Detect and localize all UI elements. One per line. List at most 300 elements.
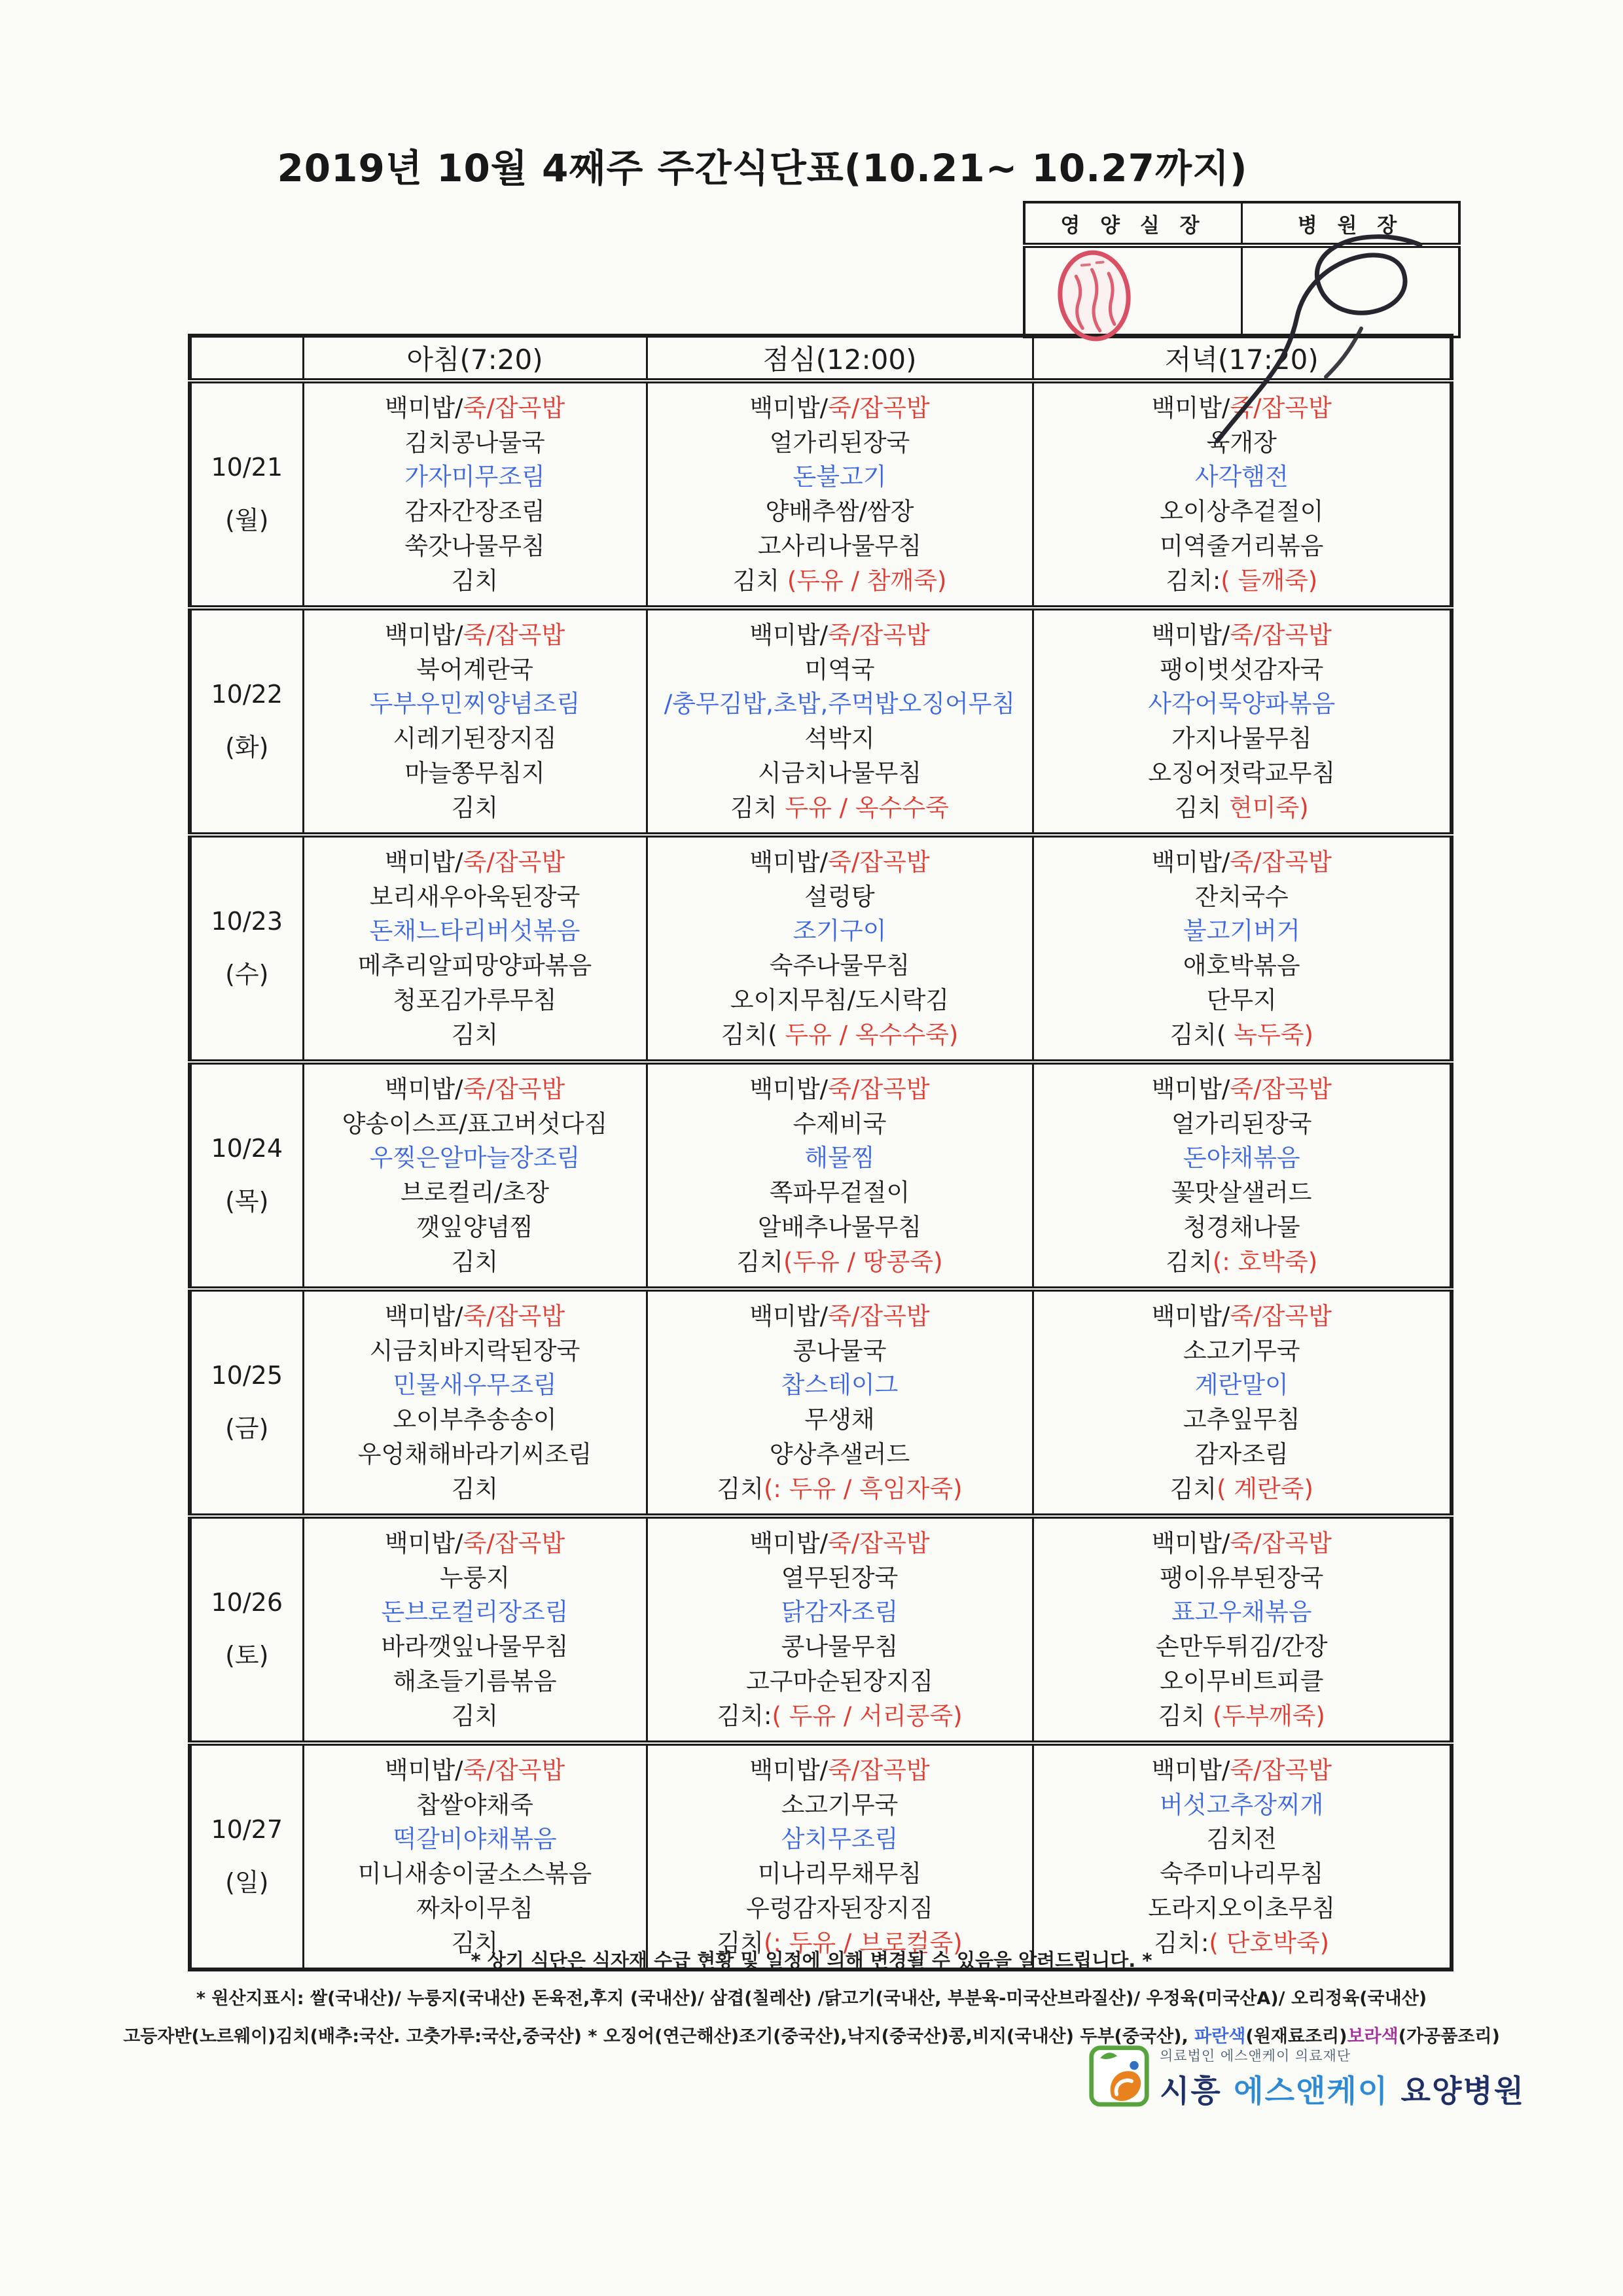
menu-text-segment: 죽/잡곡밥 xyxy=(1230,1756,1332,1784)
menu-text-segment: 죽/잡곡밥 xyxy=(463,1756,565,1784)
menu-line xyxy=(304,395,646,421)
menu-text-segment: 수제비국 xyxy=(793,1109,887,1138)
menu-line xyxy=(304,760,646,786)
menu-text-segment: 알배추나물무침 xyxy=(757,1212,922,1241)
menu-text-segment: 김치 xyxy=(451,793,499,822)
menu-text-segment: 두부우민찌양념조림 xyxy=(369,690,580,718)
day-label xyxy=(192,453,302,536)
menu-text-segment: 죽/잡곡밥 xyxy=(463,1075,565,1103)
menu-line xyxy=(1034,1214,1450,1241)
menu-line xyxy=(304,656,646,683)
menu-text-segment: (두부깨죽) xyxy=(1212,1701,1325,1730)
menu-text-segment: (: 두유 / 브로컬죽) xyxy=(763,1928,963,1957)
day-cell xyxy=(190,835,303,1062)
menu-line xyxy=(1034,883,1450,910)
menu-line xyxy=(648,1530,1032,1557)
menu-line xyxy=(1034,498,1450,525)
meal-menu xyxy=(304,1747,646,1966)
meal-menu xyxy=(1034,1293,1450,1512)
breakfast-cell xyxy=(303,835,647,1062)
menu-text-segment: 가자미무조림 xyxy=(404,463,545,491)
menu-line xyxy=(648,429,1032,456)
meal-menu xyxy=(648,385,1032,604)
menu-text-segment: 백미밥/ xyxy=(749,1075,829,1103)
menu-line xyxy=(304,1441,646,1468)
menu-text-segment: 죽/잡곡밥 xyxy=(1230,394,1332,422)
hospital-name-type: 요양병원 xyxy=(1400,2074,1525,2110)
menu-line xyxy=(1034,429,1450,456)
menu-line xyxy=(304,1406,646,1433)
menu-line xyxy=(648,1371,1032,1398)
menu-text-segment: 백미밥/ xyxy=(384,394,463,422)
menu-text-segment: 백미밥/ xyxy=(1151,394,1230,422)
menu-line xyxy=(304,1860,646,1887)
menu-table-body xyxy=(190,381,1452,1969)
day-label xyxy=(192,1134,302,1217)
day-date: 10/24 xyxy=(211,1134,283,1163)
menu-line xyxy=(304,1564,646,1591)
menu-text-segment: 단무지 xyxy=(1206,985,1277,1014)
lunch-cell xyxy=(647,381,1033,608)
menu-line xyxy=(648,1179,1032,1206)
menu-text-segment: 고등자반(노르웨이)김치(배추:국산. 고춧가루:국산,중국산) * 오징어(연근해산)조기(중국산),낙지(중국산)콩,비지(국내산) 두부(중국산), xyxy=(123,2026,1195,2047)
menu-line xyxy=(648,725,1032,752)
menu-text-segment: 죽/잡곡밥 xyxy=(1230,1075,1332,1103)
menu-text-segment: 팽이벗섯감자국 xyxy=(1160,655,1324,684)
hospital-name xyxy=(1160,2067,1525,2111)
menu-text-segment: /충무김밥,초밥,주먹밥오징어무침 xyxy=(664,690,1016,718)
meal-menu xyxy=(304,612,646,831)
menu-text-segment: 김치: xyxy=(1166,566,1221,595)
lunch-cell xyxy=(647,1289,1033,1516)
menu-text-segment: 버섯고추장찌개 xyxy=(1160,1790,1324,1819)
menu-line xyxy=(304,1371,646,1398)
menu-line xyxy=(1034,533,1450,559)
day-label xyxy=(192,907,302,990)
table-row xyxy=(190,835,1452,1062)
menu-line xyxy=(648,1895,1032,1922)
day-date: 10/22 xyxy=(211,680,283,709)
menu-text-segment: 콩나물무침 xyxy=(781,1633,899,1661)
menu-line xyxy=(1034,1076,1450,1103)
menu-line xyxy=(304,622,646,648)
menu-text-segment: 죽/잡곡밥 xyxy=(1230,1529,1332,1557)
menu-line xyxy=(304,1110,646,1137)
dinner-cell xyxy=(1033,1743,1452,1969)
menu-text-segment: 미니새송이굴소스볶음 xyxy=(357,1860,592,1888)
meal-menu xyxy=(304,1066,646,1285)
hospital-logo-icon xyxy=(1088,2043,1150,2108)
menu-text-segment: 오이지무침/도시락김 xyxy=(730,985,950,1014)
menu-text-segment: 청경채나물 xyxy=(1183,1212,1300,1241)
menu-text-segment: 돈채느타리버섯볶음 xyxy=(369,917,580,945)
menu-line xyxy=(1034,656,1450,683)
day-of-week: (일) xyxy=(225,1868,269,1897)
breakfast-cell xyxy=(303,1062,647,1289)
menu-line xyxy=(648,622,1032,648)
col-header-dinner: 저녁(17:20) xyxy=(1033,336,1452,381)
footnote-origin-labeling xyxy=(0,1984,1623,2009)
menu-line xyxy=(1034,1144,1450,1171)
menu-line xyxy=(1034,1530,1450,1557)
menu-text-segment: 팽이유부된장국 xyxy=(1160,1563,1324,1592)
menu-text-segment: 감자간장조림 xyxy=(404,497,545,526)
menu-text-segment: 무생채 xyxy=(804,1405,875,1434)
menu-text-segment: 오이부추송송이 xyxy=(393,1405,557,1434)
menu-line xyxy=(304,849,646,875)
table-row xyxy=(190,608,1452,835)
menu-line xyxy=(1034,1303,1450,1330)
menu-text-segment: 해초들기름볶음 xyxy=(393,1667,557,1695)
meal-menu xyxy=(304,1293,646,1512)
menu-text-segment: 두유 / 옥수수죽 xyxy=(785,793,949,822)
menu-text-segment: 열무된장국 xyxy=(781,1563,899,1592)
menu-text-segment: 죽/잡곡밥 xyxy=(1230,848,1332,876)
menu-text-segment: 미나리무채무침 xyxy=(757,1860,922,1888)
menu-line xyxy=(648,1214,1032,1241)
menu-text-segment: 바라깻잎나물무침 xyxy=(381,1633,569,1661)
menu-text-segment: 육개장 xyxy=(1206,428,1277,457)
menu-text-segment: 쑥갓나물무침 xyxy=(404,531,545,560)
menu-text-segment: 메추리알피망양파볶음 xyxy=(357,951,592,980)
breakfast-cell xyxy=(303,1743,647,1969)
menu-line xyxy=(1034,849,1450,875)
day-cell xyxy=(190,1289,303,1516)
menu-text-segment: 돈브로컬리장조림 xyxy=(381,1598,569,1627)
menu-text-segment: 양상추샐러드 xyxy=(769,1439,910,1468)
meal-menu xyxy=(1034,1520,1450,1739)
menu-text-segment: 두유 / 옥수수죽) xyxy=(777,1020,959,1049)
day-label xyxy=(192,1815,302,1898)
menu-text-segment: 브로컬리/초장 xyxy=(401,1178,549,1207)
menu-text-segment: 죽/잡곡밥 xyxy=(1230,1302,1332,1330)
menu-line xyxy=(304,1248,646,1275)
menu-text-segment: 민물새우무조림 xyxy=(393,1371,557,1400)
meal-menu xyxy=(1034,385,1450,604)
day-of-week: (월) xyxy=(225,506,269,535)
menu-text-segment: 미역줄거리볶음 xyxy=(1160,531,1324,560)
menu-text-segment: 김치 xyxy=(732,566,787,595)
meal-menu xyxy=(648,1747,1032,1966)
menu-line xyxy=(1034,1564,1450,1591)
meal-menu xyxy=(304,385,646,604)
approval-signature-cell xyxy=(1242,245,1460,337)
day-of-week: (목) xyxy=(225,1187,269,1216)
menu-text-segment: 김치 xyxy=(1158,1701,1213,1730)
menu-text-segment: 소고기무국 xyxy=(781,1790,899,1819)
lunch-cell xyxy=(647,608,1033,835)
menu-text-segment: 소고기무국 xyxy=(1183,1336,1300,1365)
menu-line xyxy=(304,883,646,910)
meal-menu xyxy=(1034,1066,1450,1285)
menu-text-segment: 김치 xyxy=(730,793,785,822)
meal-menu xyxy=(1034,612,1450,831)
menu-text-segment: 김치: xyxy=(1154,1928,1209,1957)
menu-text-segment: 현미죽) xyxy=(1229,793,1309,822)
menu-text-segment: 사각어묵양파볶음 xyxy=(1148,690,1336,718)
menu-text-segment: (두유 / 참깨죽) xyxy=(787,566,947,595)
menu-line xyxy=(648,1337,1032,1364)
menu-text-segment: 백미밥/ xyxy=(384,621,463,649)
menu-text-segment: 우찢은알마늘장조림 xyxy=(369,1144,580,1173)
table-row xyxy=(190,381,1452,608)
menu-line xyxy=(1034,567,1450,594)
dinner-cell xyxy=(1033,1289,1452,1516)
menu-line xyxy=(648,567,1032,594)
menu-text-segment: ( 단호박죽) xyxy=(1209,1928,1330,1957)
menu-text-segment: 해물찜 xyxy=(804,1144,875,1173)
menu-line xyxy=(1034,1598,1450,1625)
menu-line xyxy=(1034,1110,1450,1137)
menu-line xyxy=(648,533,1032,559)
dinner-cell xyxy=(1033,835,1452,1062)
menu-text-segment: 보라색 xyxy=(1347,2026,1399,2047)
menu-text-segment: 죽/잡곡밥 xyxy=(828,621,930,649)
breakfast-cell xyxy=(303,1289,647,1516)
menu-text-segment: 콩나물국 xyxy=(793,1336,887,1365)
dinner-cell xyxy=(1033,608,1452,835)
menu-text-segment: (원재료조리) xyxy=(1245,2026,1347,2047)
menu-text-segment: 청포김가루무침 xyxy=(393,985,557,1014)
menu-text-segment: 김치 xyxy=(451,566,499,595)
menu-text-segment: 손만두튀김/간장 xyxy=(1155,1633,1328,1661)
menu-line xyxy=(304,1021,646,1048)
menu-line xyxy=(1034,1021,1450,1048)
menu-text-segment: 고구마순된장지짐 xyxy=(746,1667,933,1695)
menu-text-segment: 김치( xyxy=(1169,1020,1226,1049)
table-row xyxy=(190,1062,1452,1289)
breakfast-cell xyxy=(303,381,647,608)
menu-text-segment: 양배추쌈/쌈장 xyxy=(765,497,914,526)
red-seal-stamp-icon xyxy=(1048,243,1140,348)
menu-text-segment: 백미밥/ xyxy=(384,848,463,876)
day-of-week: (금) xyxy=(225,1414,269,1443)
menu-text-segment: 김치 xyxy=(717,1928,764,1957)
menu-text-segment: 가지나물무침 xyxy=(1171,724,1312,753)
menu-text-segment: 오징어젓락교무침 xyxy=(1148,758,1336,787)
menu-text-segment: (가공품조리) xyxy=(1398,2026,1500,2047)
hospital-name-brand: 에스앤케이 xyxy=(1234,2074,1401,2110)
menu-line xyxy=(304,1895,646,1922)
day-of-week: (토) xyxy=(225,1641,269,1670)
menu-text-segment: 죽/잡곡밥 xyxy=(828,1075,930,1103)
menu-line xyxy=(648,1248,1032,1275)
menu-text-segment: 불고기버거 xyxy=(1183,917,1300,945)
day-date: 10/27 xyxy=(211,1815,283,1844)
menu-line xyxy=(648,1633,1032,1660)
menu-text-segment: 깻잎양념찜 xyxy=(416,1212,533,1241)
menu-line xyxy=(648,1406,1032,1433)
menu-text-segment: 백미밥/ xyxy=(749,1302,829,1330)
menu-text-segment: 꽃맛살샐러드 xyxy=(1171,1178,1312,1207)
menu-text-segment: 죽/잡곡밥 xyxy=(1230,621,1332,649)
menu-line xyxy=(304,1530,646,1557)
menu-text-segment: 백미밥/ xyxy=(749,621,829,649)
meal-menu xyxy=(648,612,1032,831)
menu-text-segment: 녹두죽) xyxy=(1226,1020,1313,1049)
menu-text-segment: 김치 xyxy=(451,1474,499,1503)
menu-text-segment: 돈야채볶음 xyxy=(1183,1144,1300,1173)
menu-text-segment: 김치 xyxy=(451,1247,499,1276)
menu-text-segment: 김치 xyxy=(451,1020,499,1049)
menu-text-segment: 백미밥/ xyxy=(749,848,829,876)
menu-text-segment: * 상기 식단은 식자재 수급 현황 및 일정에 의해 변경될 수 있음을 알려드립니다. * xyxy=(471,1949,1152,1971)
menu-line xyxy=(648,1021,1032,1048)
lunch-cell xyxy=(647,1516,1033,1743)
meal-menu xyxy=(1034,839,1450,1058)
day-cell xyxy=(190,608,303,835)
approval-label-hospital-director: 병 원 장 xyxy=(1242,202,1460,245)
menu-text-segment: 김치 xyxy=(1169,1474,1217,1503)
menu-line xyxy=(648,1144,1032,1171)
menu-line xyxy=(648,1076,1032,1103)
menu-line xyxy=(1034,952,1450,979)
menu-line xyxy=(1034,725,1450,752)
menu-text-segment: ( 들깨죽) xyxy=(1221,566,1318,595)
menu-text-segment: 죽/잡곡밥 xyxy=(828,1302,930,1330)
menu-text-segment: 석박지 xyxy=(804,724,875,753)
menu-line xyxy=(648,794,1032,821)
dinner-cell xyxy=(1033,381,1452,608)
menu-text-segment: 죽/잡곡밥 xyxy=(828,1529,930,1557)
menu-line xyxy=(1034,1633,1450,1660)
menu-text-segment: 백미밥/ xyxy=(1151,1075,1230,1103)
menu-line xyxy=(1034,1179,1450,1206)
menu-line xyxy=(648,463,1032,490)
meal-menu xyxy=(1034,1747,1450,1966)
approval-header-row xyxy=(1024,202,1459,245)
menu-text-segment: 죽/잡곡밥 xyxy=(463,394,565,422)
menu-line xyxy=(1034,690,1450,717)
menu-line xyxy=(304,1144,646,1171)
menu-text-segment: 표고우채볶음 xyxy=(1171,1598,1312,1627)
menu-text-segment: 백미밥/ xyxy=(749,394,829,422)
menu-line xyxy=(1034,395,1450,421)
menu-line xyxy=(1034,917,1450,944)
menu-line xyxy=(1034,760,1450,786)
menu-text-segment: 찹쌀야채죽 xyxy=(416,1790,533,1819)
menu-line xyxy=(1034,1860,1450,1887)
menu-text-segment: 누룽지 xyxy=(439,1563,510,1592)
menu-text-segment: 잔치국수 xyxy=(1194,882,1289,911)
menu-text-segment: 백미밥/ xyxy=(749,1529,829,1557)
menu-line xyxy=(648,1598,1032,1625)
menu-text-segment: 백미밥/ xyxy=(1151,621,1230,649)
menu-text-segment: 김치( xyxy=(721,1020,777,1049)
menu-text-segment: 김치 xyxy=(451,1928,499,1957)
menu-line xyxy=(648,1303,1032,1330)
menu-text-segment: 백미밥/ xyxy=(384,1529,463,1557)
menu-text-segment: 오이무비트피클 xyxy=(1160,1667,1324,1695)
page-title: 2019년 10월 4째주 주간식단표(10.21~ 10.27까지) xyxy=(277,146,1248,190)
menu-line xyxy=(648,656,1032,683)
menu-line xyxy=(304,794,646,821)
menu-text-segment: 죽/잡곡밥 xyxy=(463,621,565,649)
footnote-change-notice xyxy=(0,1946,1623,1973)
menu-text-segment: 죽/잡곡밥 xyxy=(463,848,565,876)
menu-text-segment: 김치 xyxy=(717,1474,764,1503)
menu-text-segment: 우엉채해바라기씨조림 xyxy=(357,1439,592,1468)
menu-text-segment: 설렁탕 xyxy=(804,882,875,911)
menu-text-segment: 시금치나물무침 xyxy=(757,758,922,787)
col-header-breakfast: 아침(7:20) xyxy=(303,336,647,381)
menu-text-segment: 죽/잡곡밥 xyxy=(828,848,930,876)
menu-text-segment: 돈불고기 xyxy=(793,463,887,491)
menu-line xyxy=(304,1826,646,1852)
menu-line xyxy=(304,1633,646,1660)
menu-text-segment: 죽/잡곡밥 xyxy=(463,1529,565,1557)
menu-text-segment: 짜차이무침 xyxy=(416,1894,533,1922)
menu-text-segment: 떡갈비야채볶음 xyxy=(393,1825,557,1854)
menu-line xyxy=(304,429,646,456)
menu-line xyxy=(1034,1792,1450,1818)
menu-line xyxy=(304,1598,646,1625)
hospital-org-name: 의료법인 에스앤케이 의료재단 xyxy=(1160,2048,1351,2064)
day-of-week: (수) xyxy=(225,960,269,989)
day-label xyxy=(192,1361,302,1444)
menu-text-segment: (두유 / 땅콩죽) xyxy=(783,1247,943,1276)
menu-text-segment: 삼치무조림 xyxy=(781,1825,899,1854)
corner-cell xyxy=(190,336,303,381)
menu-text-segment: 조기구이 xyxy=(793,917,887,945)
menu-text-segment: 숙주나물무침 xyxy=(769,951,910,980)
table-row xyxy=(190,1289,1452,1516)
menu-text-segment: 백미밥/ xyxy=(1151,848,1230,876)
menu-text-segment: ( 두유 / 서리콩죽) xyxy=(772,1701,963,1730)
day-label xyxy=(192,680,302,763)
menu-line xyxy=(304,1214,646,1241)
menu-line xyxy=(648,917,1032,944)
menu-line xyxy=(304,1179,646,1206)
table-row xyxy=(190,1743,1452,1969)
menu-line xyxy=(648,1564,1032,1591)
menu-line xyxy=(304,1703,646,1729)
menu-line xyxy=(648,498,1032,525)
menu-text-segment: 사각햄전 xyxy=(1194,463,1289,491)
menu-text-segment: 백미밥/ xyxy=(384,1302,463,1330)
menu-line xyxy=(304,952,646,979)
menu-text-segment: 죽/잡곡밥 xyxy=(828,394,930,422)
menu-line xyxy=(1034,1406,1450,1433)
menu-text-segment: 얼가리된장국 xyxy=(769,428,910,457)
menu-text-segment: 죽/잡곡밥 xyxy=(463,1302,565,1330)
menu-text-segment: 김치콩나물국 xyxy=(404,428,545,457)
day-cell xyxy=(190,381,303,608)
menu-text-segment: 죽/잡곡밥 xyxy=(828,1756,930,1784)
lunch-cell xyxy=(647,835,1033,1062)
menu-text-segment: 백미밥/ xyxy=(384,1756,463,1784)
menu-text-segment: 김치전 xyxy=(1206,1825,1277,1854)
menu-line xyxy=(304,1668,646,1695)
menu-text-segment: 고사리나물무침 xyxy=(757,531,922,560)
menu-line xyxy=(1034,794,1450,821)
day-date: 10/25 xyxy=(211,1361,283,1390)
menu-line xyxy=(1034,1668,1450,1695)
menu-line xyxy=(648,1110,1032,1137)
menu-line xyxy=(1034,1703,1450,1729)
menu-line xyxy=(304,1076,646,1103)
menu-line xyxy=(304,1337,646,1364)
menu-line xyxy=(1034,1248,1450,1275)
menu-line xyxy=(304,725,646,752)
menu-line xyxy=(648,1860,1032,1887)
meal-menu xyxy=(648,1520,1032,1739)
menu-text-segment: 파란색 xyxy=(1194,2026,1246,2047)
lunch-cell xyxy=(647,1062,1033,1289)
menu-text-segment: 고추잎무침 xyxy=(1183,1405,1300,1434)
table-row xyxy=(190,1516,1452,1743)
menu-line xyxy=(648,760,1032,786)
